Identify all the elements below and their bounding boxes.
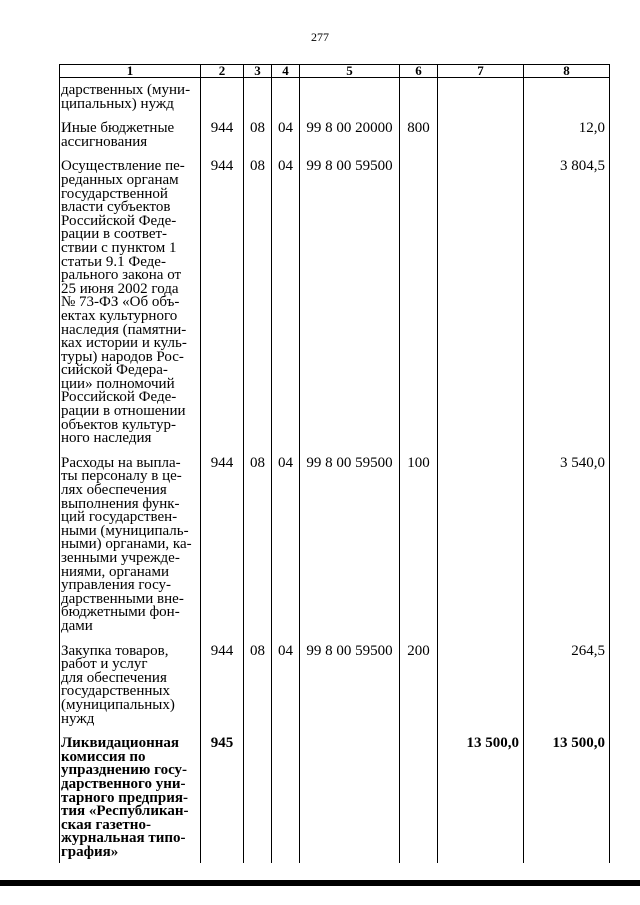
col-8-cell: 13 500,0 <box>524 726 610 863</box>
col-2-cell: 944 <box>201 111 244 149</box>
col-4-cell <box>272 78 300 112</box>
col-header-7: 7 <box>438 65 524 78</box>
col-6-cell: 800 <box>400 111 438 149</box>
col-3-cell: 08 <box>244 634 272 727</box>
col-4-cell <box>272 726 300 863</box>
table-row <box>60 634 610 727</box>
col-6-cell <box>400 726 438 863</box>
table-row <box>60 111 610 149</box>
page-number: 277 <box>311 30 329 44</box>
table-row <box>60 726 610 863</box>
budget-table <box>59 64 610 863</box>
col-4-cell: 04 <box>272 446 300 634</box>
col-7-cell <box>438 78 524 112</box>
row-name-cell: Расходы на выпла- ты персоналу в це- лях обеспечения выполнения функ- ций государствен- ными (муниципаль- ными) органами, ка- зенными учрежде- ниями, органами управления госу- дарственными вне- бюджетными фон- дами <box>60 446 201 634</box>
col-8-cell: 264,5 <box>524 634 610 727</box>
table-row <box>60 149 610 445</box>
col-2-cell: 944 <box>201 149 244 445</box>
row-name-cell: Осуществление пе- реданных органам государственной власти субъектов Российской Феде- рации в соответ- ствии с пунктом 1 статьи 9.1 Феде- рального закона от 25 июня 2002 года № 73-ФЗ «Об объ- ектах культурного наследия (памятни- ках истории и куль- туры) народов Рос- сийской Федера- ции» полномочий Российской Феде- рации в отношении объектов культур- ного наследия <box>60 149 201 445</box>
col-header-4: 4 <box>272 65 300 78</box>
col-3-cell: 08 <box>244 446 272 634</box>
col-5-cell <box>300 78 400 112</box>
col-header-1: 1 <box>60 65 201 78</box>
col-3-cell <box>244 726 272 863</box>
col-7-cell <box>438 446 524 634</box>
col-6-cell <box>400 78 438 112</box>
col-header-2: 2 <box>201 65 244 78</box>
col-header-6: 6 <box>400 65 438 78</box>
col-7-cell <box>438 111 524 149</box>
col-5-cell: 99 8 00 20000 <box>300 111 400 149</box>
header-row <box>60 65 610 78</box>
col-7-cell <box>438 149 524 445</box>
col-7-cell <box>438 634 524 727</box>
col-3-cell: 08 <box>244 149 272 445</box>
col-5-cell: 99 8 00 59500 <box>300 446 400 634</box>
col-2-cell: 945 <box>201 726 244 863</box>
col-7-cell: 13 500,0 <box>438 726 524 863</box>
row-name-cell: Иные бюджетные ассигнования <box>60 111 201 149</box>
col-8-cell <box>524 78 610 112</box>
row-name-cell: Закупка товаров, работ и услуг для обеспечения государственных (муниципальных) нужд <box>60 634 201 727</box>
col-8-cell: 3 804,5 <box>524 149 610 445</box>
bottom-scan-border <box>0 880 640 886</box>
row-name-cell: Ликвидационная комиссия по упразднению госу- дарственного уни- тарного предприя- тия «Республикан- ская газетно- журнальная типо- графия» <box>60 726 201 863</box>
col-8-cell: 3 540,0 <box>524 446 610 634</box>
col-4-cell: 04 <box>272 149 300 445</box>
col-6-cell: 200 <box>400 634 438 727</box>
col-5-cell: 99 8 00 59500 <box>300 634 400 727</box>
col-8-cell: 12,0 <box>524 111 610 149</box>
table-row <box>60 446 610 634</box>
col-header-5: 5 <box>300 65 400 78</box>
budget-table-container <box>59 64 610 863</box>
col-5-cell <box>300 726 400 863</box>
table-row <box>60 78 610 112</box>
col-4-cell: 04 <box>272 634 300 727</box>
col-2-cell: 944 <box>201 446 244 634</box>
col-header-8: 8 <box>524 65 610 78</box>
col-4-cell: 04 <box>272 111 300 149</box>
row-name-cell: дарственных (муни- ципальных) нужд <box>60 78 201 112</box>
col-6-cell: 100 <box>400 446 438 634</box>
col-3-cell: 08 <box>244 111 272 149</box>
col-3-cell <box>244 78 272 112</box>
col-6-cell <box>400 149 438 445</box>
col-header-3: 3 <box>244 65 272 78</box>
col-5-cell: 99 8 00 59500 <box>300 149 400 445</box>
col-2-cell: 944 <box>201 634 244 727</box>
col-2-cell <box>201 78 244 112</box>
